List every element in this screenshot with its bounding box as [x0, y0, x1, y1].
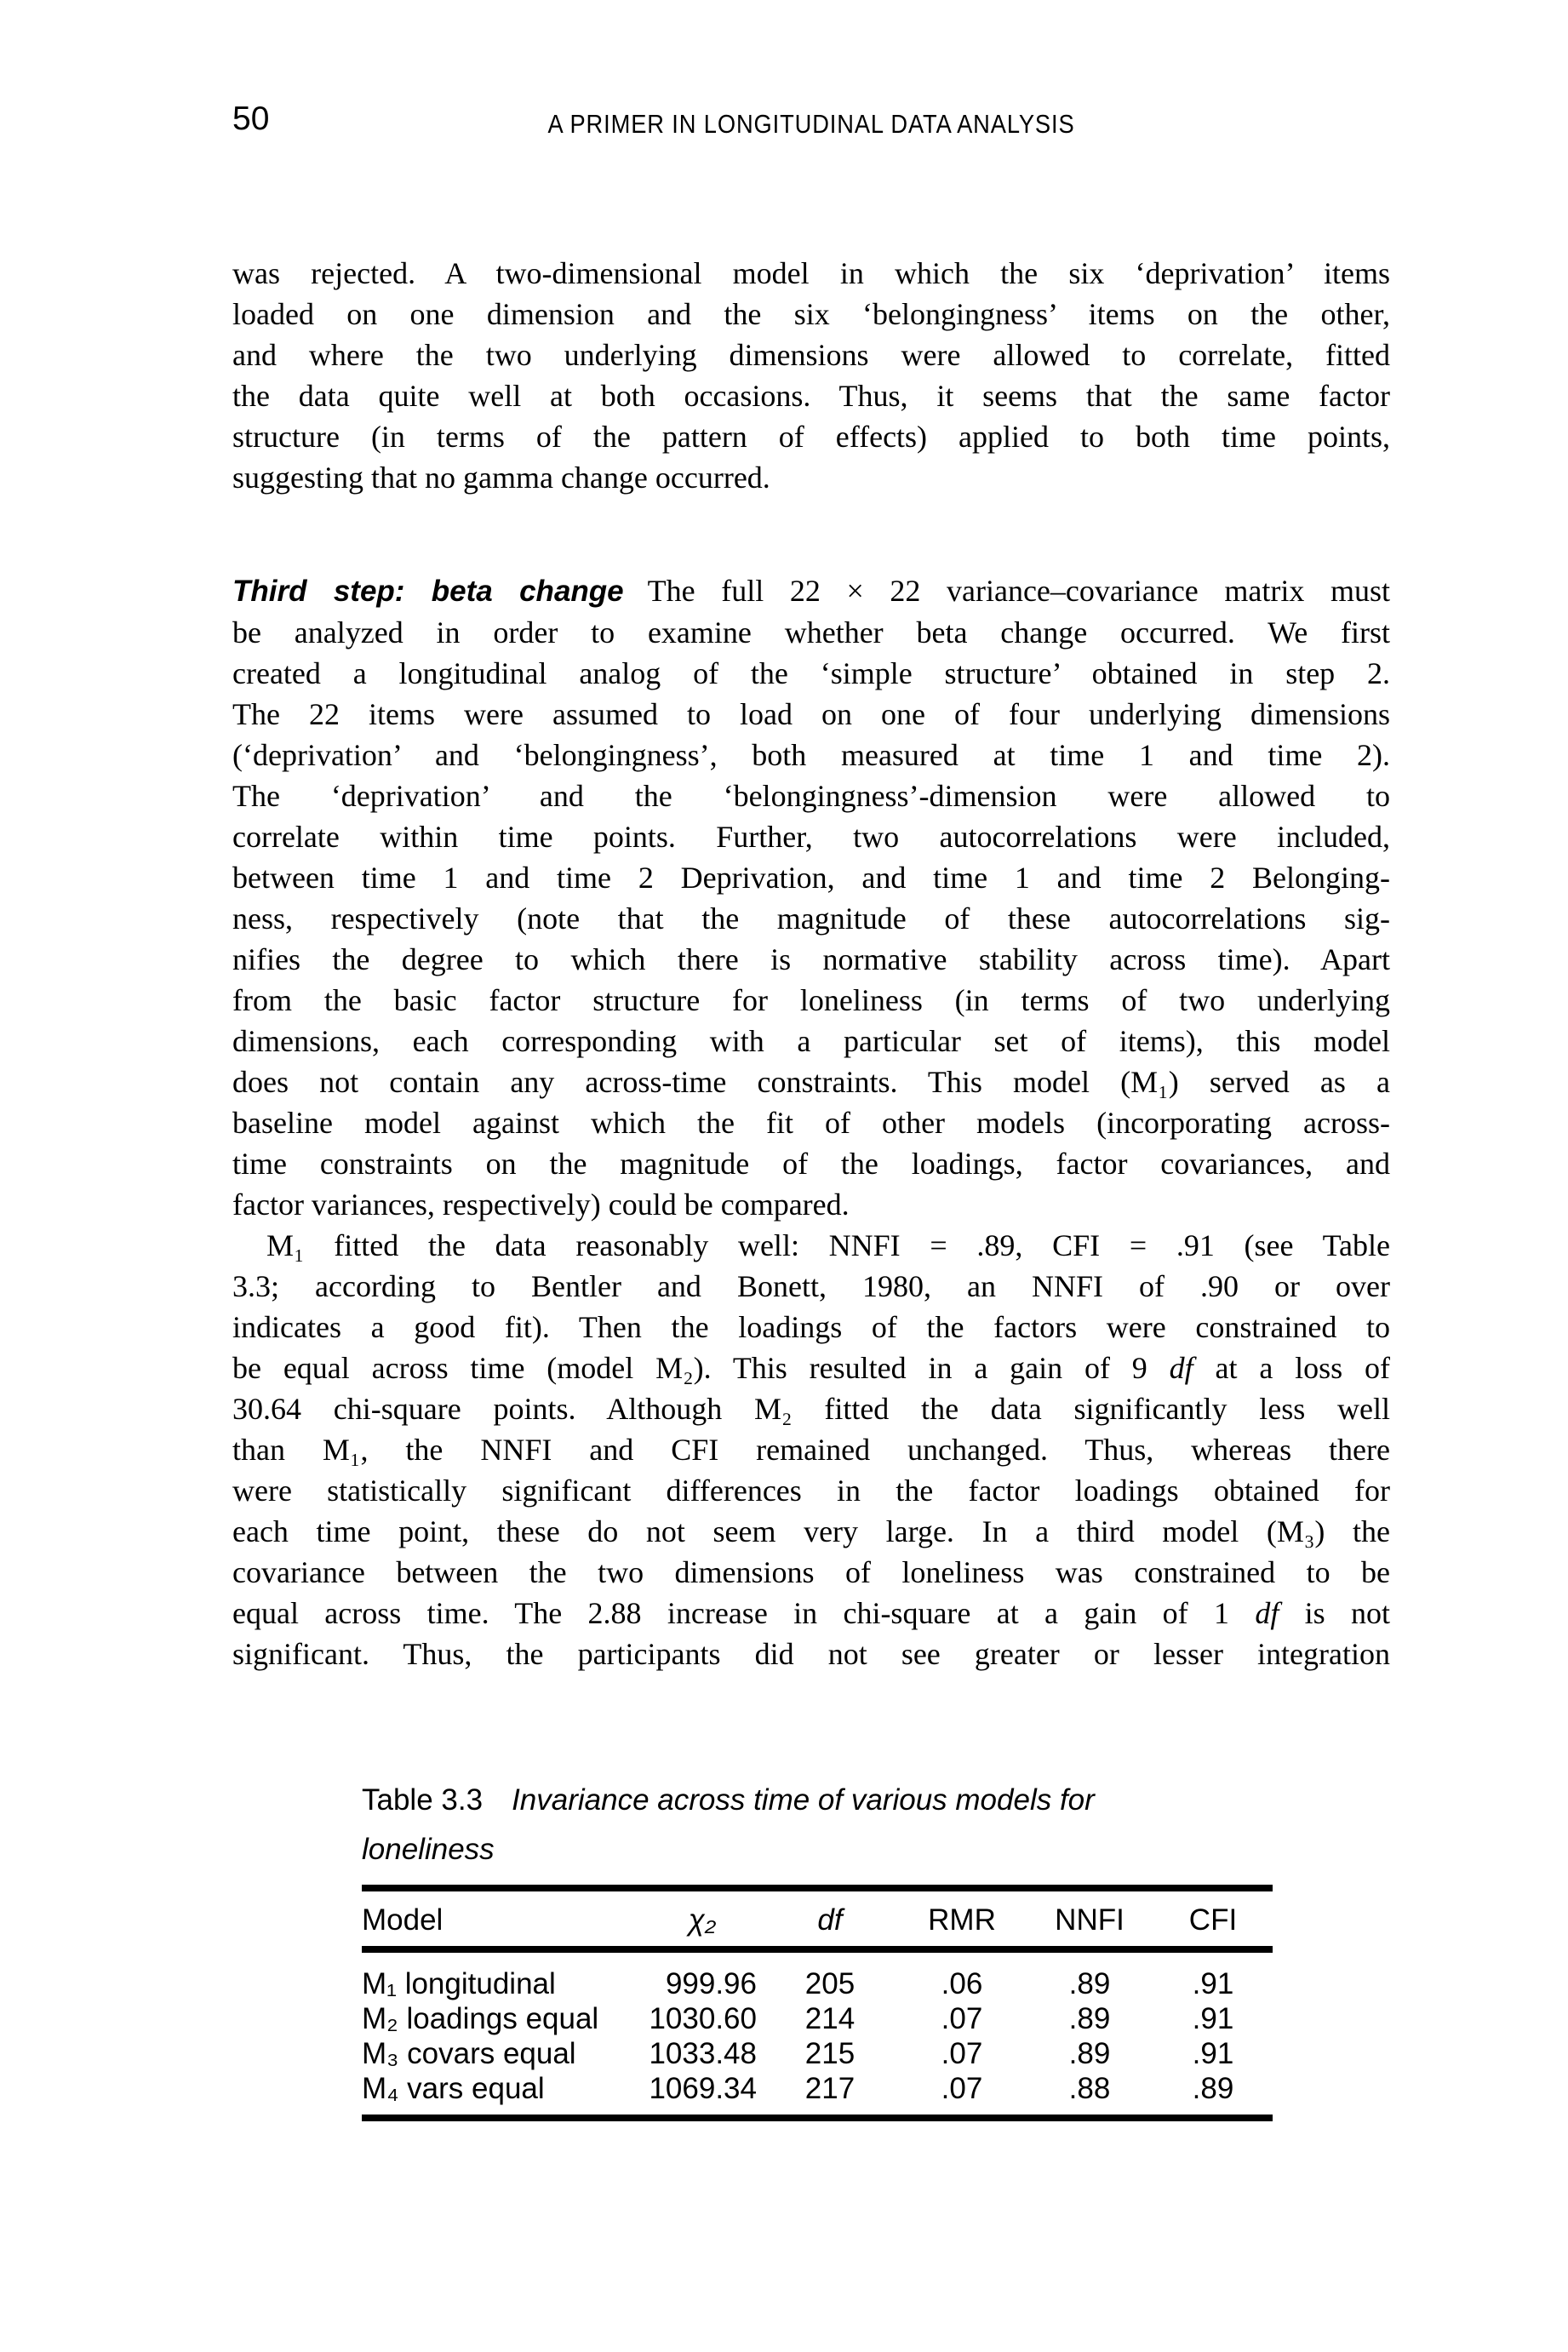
- column-header: df: [762, 1888, 898, 1949]
- table-cell: .91: [1192, 2002, 1234, 2035]
- table-cell: 1033.48: [649, 2037, 757, 2070]
- text-line: indicates a good fit). Then the loadings of the factors were constrained to: [232, 1310, 1390, 1344]
- text-line: 30.64 chi-square points. Although M₂ fitted the data significantly less well: [232, 1392, 1390, 1426]
- table-section: [362, 1776, 1273, 2121]
- table-row: [362, 1949, 1273, 2001]
- column-header: Model: [362, 1888, 643, 1949]
- table-cell: .89: [1068, 1967, 1111, 2000]
- table-cell: 215: [804, 2037, 856, 2070]
- text-line: the data quite well at both occasions. Thus, it seems that the same factor: [232, 379, 1390, 413]
- caption-title: Invariance across time of various models for: [512, 1783, 1095, 1817]
- text-line: created a longitudinal analog of the ‘simple structure’ obtained in step 2.: [232, 656, 1390, 690]
- text-line: be analyzed in order to examine whether beta change occurred. We first: [232, 615, 1390, 650]
- caption-line-2: loneliness: [362, 1833, 495, 1866]
- text-line: ness, respectively (note that the magnitude of these autocorrelations sig-: [232, 901, 1390, 936]
- table-cell: 999.96: [665, 1967, 757, 2000]
- table-body: [362, 1949, 1273, 2118]
- table-cell: 217: [804, 2072, 856, 2105]
- table-cell: .07: [941, 2072, 983, 2105]
- text-line: structure (in terms of the pattern of effects) applied to both time points,: [232, 420, 1390, 454]
- table-cell: M₃ covars equal: [362, 2037, 576, 2070]
- text-line: The 22 items were assumed to load on one of four underlying dimensions: [232, 697, 1390, 731]
- page-header: [232, 100, 1390, 141]
- text-line: be equal across time (model M₂). This resulted in a gain of 9 df at a loss of: [232, 1351, 1390, 1385]
- table-cell: M₂ loadings equal: [362, 2002, 599, 2035]
- table-row: [362, 2036, 1273, 2071]
- table-cell: .89: [1068, 2037, 1111, 2070]
- column-header: RMR: [898, 1888, 1026, 1949]
- text-line: The ‘deprivation’ and the ‘belongingness’-dimension were allowed to: [232, 779, 1390, 813]
- text-line: covariance between the two dimensions of loneliness was constrained to be: [232, 1555, 1390, 1589]
- caption-line-1: [362, 1776, 1273, 1825]
- text-line: (‘deprivation’ and ‘belongingness’, both measured at time 1 and time 2).: [232, 738, 1390, 772]
- text-line: dimensions, each corresponding with a particular set of items), this model: [232, 1024, 1390, 1058]
- text-line: loaded on one dimension and the six ‘belongingness’ items on the other,: [232, 297, 1390, 331]
- run-in-heading: Third step: beta change: [232, 575, 624, 608]
- column-header: χ₂: [643, 1888, 762, 1949]
- paragraph-third-step-beta-change: [232, 570, 1390, 1225]
- table-cell: 1069.34: [649, 2072, 757, 2105]
- table-row: [362, 2071, 1273, 2118]
- table-cell: M₄ vars equal: [362, 2072, 545, 2105]
- text-line: baseline model against which the fit of other models (incorporating across-: [232, 1106, 1390, 1140]
- text-line: time constraints on the magnitude of the loadings, factor covariances, and: [232, 1147, 1390, 1181]
- column-header: NNFI: [1026, 1888, 1153, 1949]
- text-line: Third step: beta change The full 22 × 22 variance–covariance matrix must: [232, 574, 1390, 608]
- text-line: and where the two underlying dimensions were allowed to correlate, fitted: [232, 338, 1390, 372]
- text-line: 3.3; according to Bentler and Bonett, 1980, an NNFI of .90 or over: [232, 1269, 1390, 1303]
- table-row: [362, 2001, 1273, 2036]
- text-line: were statistically significant differences in the factor loadings obtained for: [232, 1474, 1390, 1508]
- table-cell: 1030.60: [649, 2002, 757, 2035]
- paragraph-model-fit-results: [232, 1225, 1390, 1674]
- table-cell: .91: [1192, 1967, 1234, 2000]
- table-cell: .06: [941, 1967, 983, 2000]
- text-line: M₁ fitted the data reasonably well: NNFI = .89, CFI = .91 (see Table: [266, 1228, 1390, 1262]
- table-cell: M₁ longitudinal: [362, 1967, 556, 2000]
- text-line: between time 1 and time 2 Deprivation, and time 1 and time 2 Belonging-: [232, 861, 1390, 895]
- text-line: suggesting that no gamma change occurred.: [232, 461, 770, 495]
- text-line: each time point, these do not seem very large. In a third model (M₃) the: [232, 1514, 1390, 1548]
- text-line: significant. Thus, the participants did not see greater or lesser integration: [232, 1637, 1390, 1671]
- model-fit-table: [362, 1885, 1273, 2121]
- table-caption: [362, 1776, 1273, 1874]
- column-header: CFI: [1153, 1888, 1273, 1949]
- table-cell: .07: [941, 2037, 983, 2070]
- table-cell: .89: [1192, 2072, 1234, 2105]
- table-cell: .89: [1068, 2002, 1111, 2035]
- caption-label: Table 3.3: [362, 1783, 484, 1817]
- page-number: 50: [232, 100, 270, 137]
- table-cell: 214: [804, 2002, 856, 2035]
- table-cell: 205: [804, 1967, 856, 2000]
- running-head: A PRIMER IN LONGITUDINAL DATA ANALYSIS: [547, 109, 1075, 139]
- paragraph-gamma-change: [232, 253, 1390, 498]
- body-text: [232, 253, 1390, 1674]
- table-cell: .07: [941, 2002, 983, 2035]
- text-line: equal across time. The 2.88 increase in chi-square at a gain of 1 df is not: [232, 1596, 1391, 1630]
- text-line: factor variances, respectively) could be compared.: [232, 1187, 850, 1222]
- text-line: nifies the degree to which there is normative stability across time). Apart: [232, 942, 1390, 976]
- text-line: from the basic factor structure for loneliness (in terms of two underlying: [232, 983, 1390, 1017]
- text-line: does not contain any across-time constraints. This model (M₁) served as a: [232, 1065, 1390, 1099]
- table-header-row: [362, 1888, 1273, 1949]
- text-line: than M₁, the NNFI and CFI remained unchanged. Thus, whereas there: [232, 1433, 1390, 1467]
- text-line: was rejected. A two-dimensional model in which the six ‘deprivation’ items: [232, 256, 1390, 290]
- table-cell: .88: [1068, 2072, 1111, 2105]
- table-cell: .91: [1192, 2037, 1234, 2070]
- text-line: correlate within time points. Further, two autocorrelations were included,: [232, 820, 1390, 854]
